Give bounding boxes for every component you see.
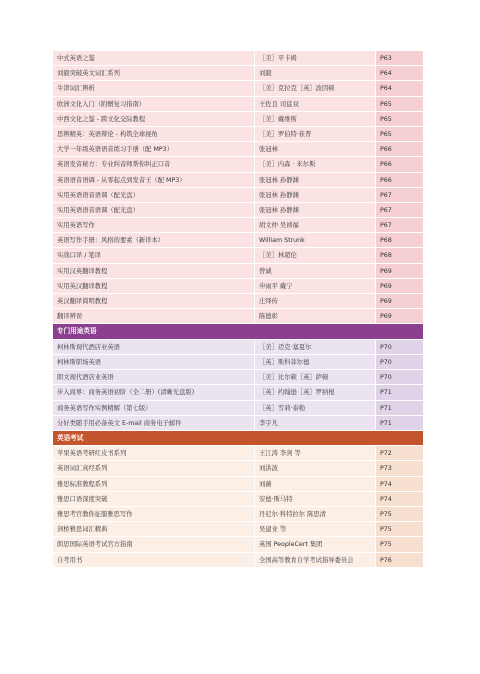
book-author: 张冠林 孙静渊 [255,203,376,218]
section-header-exams: 英语考试 [53,431,423,446]
book-author: ［美］平卡姆 [255,51,376,66]
book-title: 实用汉英翻译教程 [53,264,255,279]
book-title: 思辨精英：英语辩论 - 构筑全球视角 [53,127,255,142]
book-title: 雅思口语深度突破 [53,492,255,507]
special-purpose-english-group [53,340,423,431]
book-row [53,309,423,324]
book-title: 实用英汉翻译教程 [53,279,255,294]
book-row [53,233,423,248]
general-english-group [53,51,423,324]
book-title: 大学一年级英语语音练习手册（配 MP3） [53,142,255,157]
book-title: 步入商界：商务英语初阶（全二册）(清晰光盘版) [53,385,255,400]
book-row [53,446,423,461]
book-author: 庄绎传 [255,294,376,309]
book-page: P71 [376,416,423,431]
book-author: 英国 PeopleCert 集团 [255,537,376,552]
exam-english-group [53,446,423,568]
book-title: 雅思考官教你征服雅思写作 [53,507,255,522]
book-row [53,507,423,522]
book-row [53,461,423,476]
book-row [53,340,423,355]
book-page: P69 [376,279,423,294]
book-title: 雅思标准教程系列 [53,477,255,492]
book-title: 英语词汇真经系列 [53,461,255,476]
book-row [53,66,423,81]
book-title: 朗思国际英语考试官方指南 [53,537,255,552]
book-page: P69 [376,264,423,279]
book-author: 申雨平 戴宁 [255,279,376,294]
book-author: 刘薇 [255,477,376,492]
book-title: 苹果英语考研红皮书系列 [53,446,255,461]
book-page: P65 [376,127,423,142]
book-page: P65 [376,112,423,127]
book-page: P64 [376,66,423,81]
book-row [53,203,423,218]
book-row [53,51,423,66]
book-page: P64 [376,81,423,96]
book-page: P70 [376,340,423,355]
book-author: 全国高等教育自学考试指导委员会 [255,553,376,568]
book-title: 实用英语写作 [53,218,255,233]
book-page: P74 [376,477,423,492]
book-title: 自考用书 [53,553,255,568]
book-page: P75 [376,522,423,537]
book-page: P71 [376,401,423,416]
book-title: 刘毅突破英文词汇系列 [53,66,255,81]
book-page: P70 [376,370,423,385]
book-author: 陈德彰 [255,309,376,324]
book-author: 丹尼尔·科特拉尔 陈思清 [255,507,376,522]
book-page: P68 [376,233,423,248]
book-page: P69 [376,309,423,324]
book-row [53,355,423,370]
book-title: 欧洲文化入门（附赠复习指南） [53,97,255,112]
catalog-table [53,51,423,568]
book-title: 实用英语语音语调（配光盘） [53,203,255,218]
book-title: 朗文现代酒店业英语 [53,370,255,385]
book-row [53,370,423,385]
book-author: ［英］雪莉·泰勒 [255,401,376,416]
book-page: P75 [376,507,423,522]
book-title: 分好类随手用必备英文 E-mail 商务电子邮件 [53,416,255,431]
book-row [53,294,423,309]
book-page: P67 [376,188,423,203]
book-author: 安德·斯马特 [255,492,376,507]
book-row [53,142,423,157]
book-page: P68 [376,248,423,263]
book-page: P66 [376,173,423,188]
book-title: 剑桥雅思词汇精典 [53,522,255,537]
book-page: P70 [376,355,423,370]
section-header-special-purpose: 专门用途英语 [53,324,423,339]
book-row [53,173,423,188]
book-row [53,477,423,492]
book-author: ［美］罗伯特·崔普 [255,127,376,142]
book-row [53,248,423,263]
book-title: 英语语音语调 - 从零起点到发音王（配 MP3） [53,173,255,188]
book-author: ［英］斯科菲尔德 [255,355,376,370]
book-row [53,416,423,431]
book-row [53,385,423,400]
book-author: ［美］克拉克［英］波因顿 [255,81,376,96]
book-author: 王佐良 司徒双 [255,97,376,112]
book-row [53,401,423,416]
book-author: 曾诚 [255,264,376,279]
book-author: 胡文仲 吴祯福 [255,218,376,233]
book-row [53,522,423,537]
book-row [53,553,423,568]
book-author: 张冠林 孙静渊 [255,173,376,188]
book-page: P65 [376,97,423,112]
book-title: 实战口译 / 笔译 [53,248,255,263]
book-page: P63 [376,51,423,66]
book-row [53,218,423,233]
book-row [53,537,423,552]
book-page: P67 [376,203,423,218]
book-author: William Strunk [255,233,376,248]
book-author: 张冠林 孙静渊 [255,188,376,203]
book-author: 李宇凡 [255,416,376,431]
book-title: 实用英语语音语调（配光盘） [53,188,255,203]
book-row [53,492,423,507]
book-page: P71 [376,385,423,400]
book-page: P72 [376,446,423,461]
book-row [53,188,423,203]
book-page: P74 [376,492,423,507]
book-author: 王江涛 李剑 等 [255,446,376,461]
book-author: ［美］林超伦 [255,248,376,263]
book-page: P73 [376,461,423,476]
book-title: 商务英语写作实例精解（第七版） [53,401,255,416]
book-title: 中西文化之鉴 - 跨文化交际教程 [53,112,255,127]
book-row [53,97,423,112]
book-author: 张冠林 [255,142,376,157]
book-row [53,279,423,294]
book-row [53,264,423,279]
book-author: ［英］约翰逊［英］罗纳根 [255,385,376,400]
book-title: 英语发音秘方：专业纠音师帮你纠正口音 [53,157,255,172]
book-author: 刘毅 [255,66,376,81]
book-title: 英汉翻译简明教程 [53,294,255,309]
book-author: 吴建业 等 [255,522,376,537]
book-row [53,81,423,96]
book-title: 中式英语之鉴 [53,51,255,66]
book-author: ［美］迈克·塞夏尔 [255,340,376,355]
book-page: P76 [376,553,423,568]
book-title: 英语写作手册：风格的要素（新译本） [53,233,255,248]
book-title: 柯林斯现代酒店业英语 [53,340,255,355]
book-author: ［美］比尔顿［英］萨顿 [255,370,376,385]
book-author: 刘洪波 [255,461,376,476]
book-page: P69 [376,294,423,309]
book-page: P67 [376,218,423,233]
book-row [53,112,423,127]
book-page: P75 [376,537,423,552]
book-author: ［美］内森 · 米尔斯 [255,157,376,172]
book-title: 柯林斯职场英语 [53,355,255,370]
book-page: P66 [376,157,423,172]
book-row [53,127,423,142]
book-title: 翻译辨误 [53,309,255,324]
book-page: P66 [376,142,423,157]
book-title: 牛津词汇辨析 [53,81,255,96]
book-author: ［美］戴维斯 [255,112,376,127]
book-row [53,157,423,172]
